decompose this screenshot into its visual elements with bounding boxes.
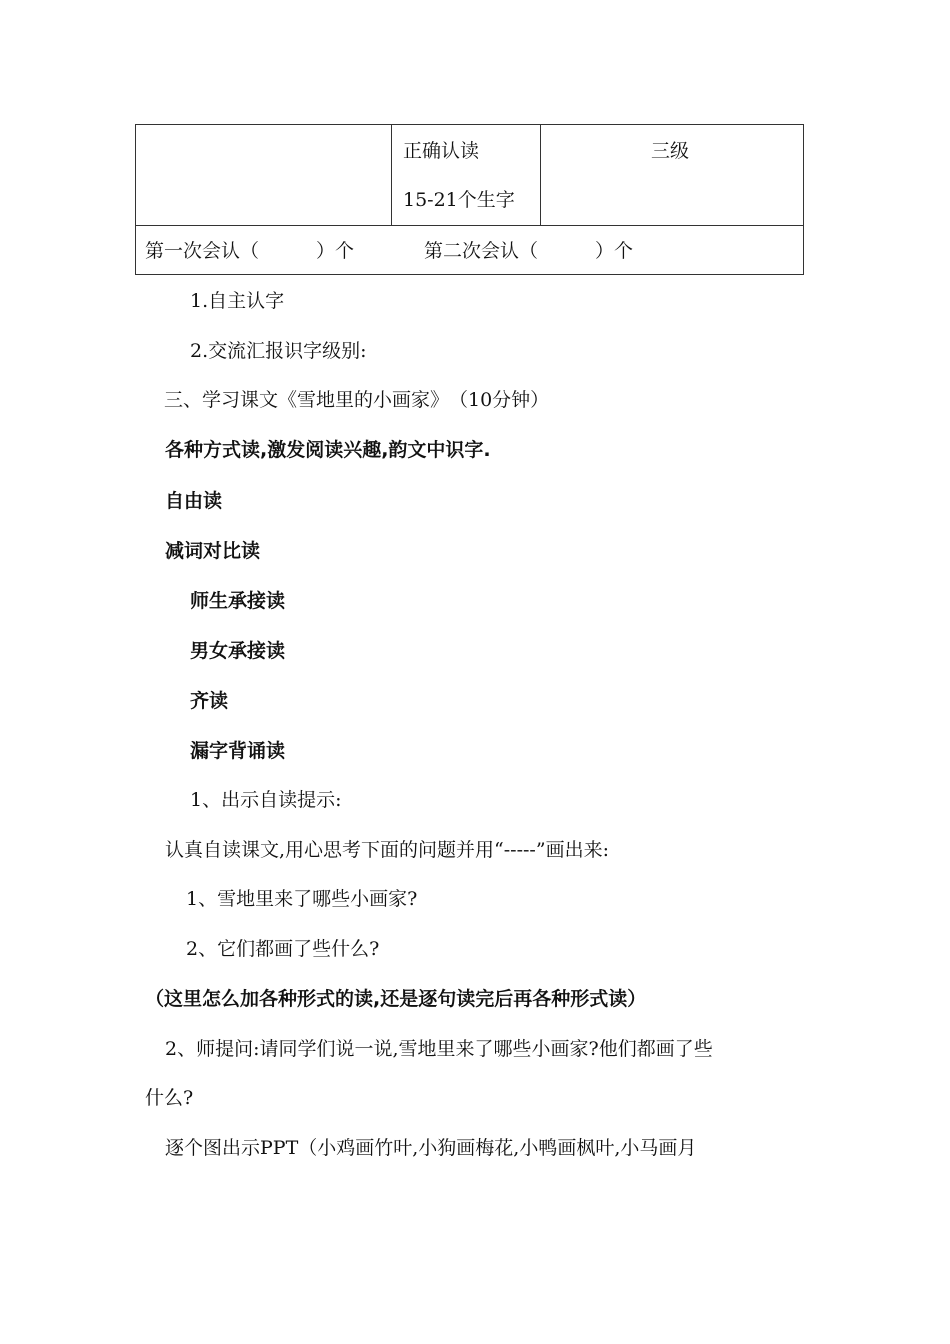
line-report: 2.交流汇报识字级别: [190,340,367,362]
first-recognition: 第一次会认（ ）个 [145,240,355,262]
level-text: 三级 [651,140,690,162]
table-row [136,125,803,226]
line-instructions: 认真自读课文,用心思考下面的问题并用“-----”画出来: [165,839,609,861]
literacy-table [135,124,804,275]
question-2: 2、它们都画了些什么? [186,938,380,960]
question-1: 1、雪地里来了哪些小画家? [186,888,418,910]
line-teacher-student: 师生承接读 [190,590,286,612]
line-comparison-reading: 减词对比读 [165,540,261,562]
line-continuation: 什么? [145,1087,194,1109]
line-note: （这里怎么加各种形式的读,还是逐句读完后再各种形式读） [145,988,647,1010]
line-recitation: 漏字背诵读 [190,740,286,762]
second-recognition: 第二次会认（ ）个 [424,240,634,262]
line-group-reading: 齐读 [190,690,229,712]
requirement-line-1: 正确认读 [403,140,480,162]
line-self-study: 1.自主认字 [190,290,285,312]
line-reading-methods: 各种方式读,激发阅读兴趣,韵文中识字. [165,439,491,461]
line-boy-girl: 男女承接读 [190,640,286,662]
table-cell-empty [136,125,392,225]
section-heading: 三、学习课文《雪地里的小画家》 （10分钟） [164,389,550,411]
line-free-reading: 自由读 [165,490,223,512]
requirement-line-2: 15-21个生字 [403,189,515,211]
table-cell-requirement [392,125,541,225]
table-cell-level [541,125,803,225]
line-prompt: 1、出示自读提示: [190,789,342,811]
line-teacher-question: 2、师提问:请同学们说一说,雪地里来了哪些小画家?他们都画了些 [165,1038,713,1060]
line-ppt: 逐个图出示PPT（小鸡画竹叶,小狗画梅花,小鸭画枫叶,小马画月 [165,1137,697,1159]
